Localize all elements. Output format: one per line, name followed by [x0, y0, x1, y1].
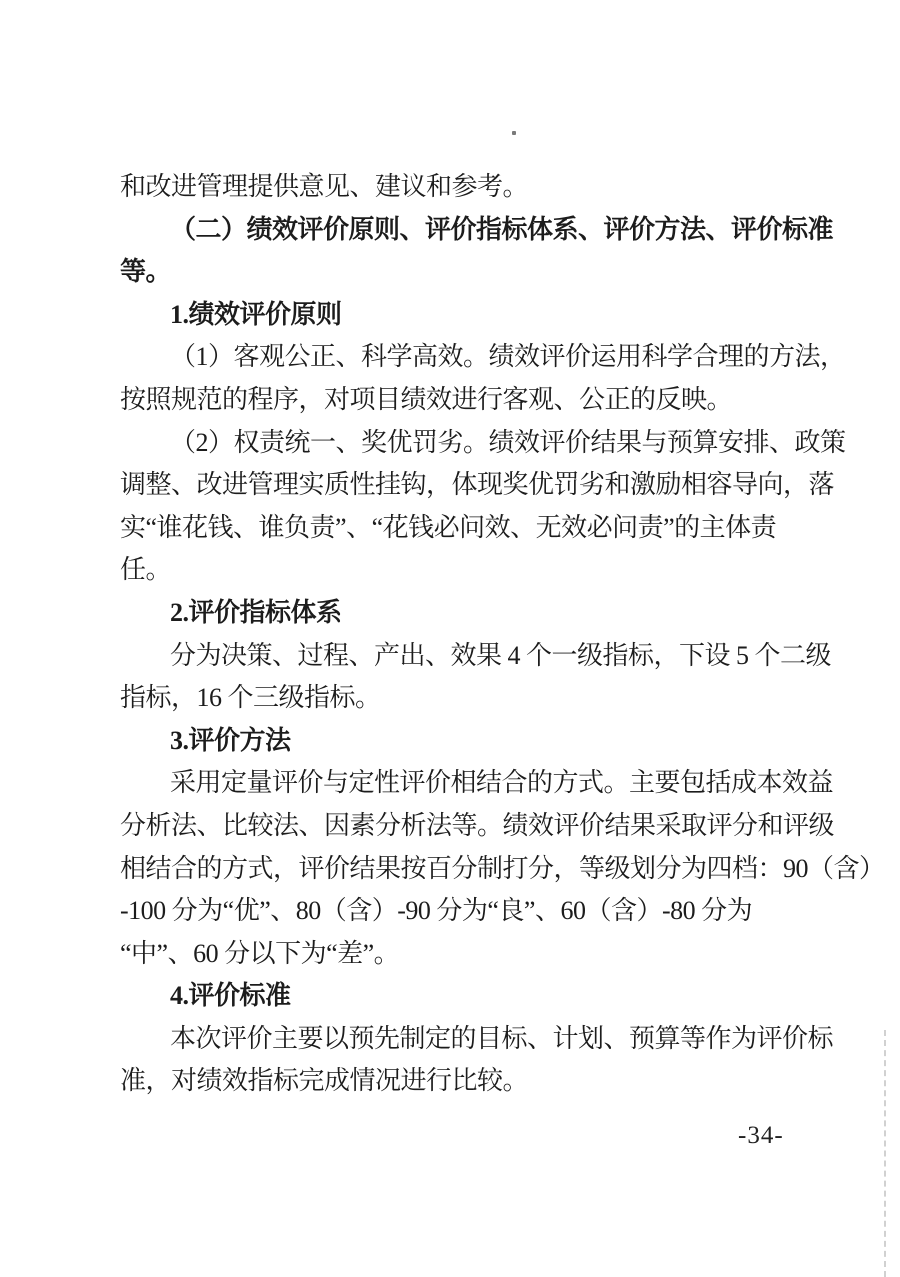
text-line: 1.绩效评价原则	[170, 299, 342, 329]
text-line: “中”、60 分以下为“差”。	[120, 938, 400, 968]
text-line: （二）绩效评价原则、评价指标体系、评价方法、评价标准	[170, 214, 834, 244]
text-line: 和改进管理提供意见、建议和参考。	[120, 172, 529, 201]
body-text	[120, 166, 885, 1103]
text-line: 本次评价主要以预先制定的目标、计划、预算等作为评价标	[170, 1023, 834, 1053]
text-line: （2）权责统一、奖优罚劣。绩效评价结果与预算安排、政策	[170, 427, 846, 457]
text-line: 按照规范的程序，对项目绩效进行客观、公正的反映。	[120, 384, 733, 414]
text-line: 准，对绩效指标完成情况进行比较。	[120, 1066, 529, 1096]
text-line: 相结合的方式，评价结果按百分制打分，等级划分为四档：90（含）	[120, 853, 885, 883]
page-number: -34-	[738, 1122, 784, 1149]
text-line: 采用定量评价与定性评价相结合的方式。主要包括成本效益	[170, 768, 834, 798]
scan-speck-artifact	[512, 131, 516, 135]
text-line: 任。	[120, 555, 172, 585]
text-line: 2.评价指标体系	[170, 597, 342, 627]
text-line: 分为决策、过程、产出、效果 4 个一级指标，下设 5 个二级	[170, 640, 832, 670]
text-line: 3.评价方法	[170, 725, 291, 755]
text-line: 4.评价标准	[170, 981, 291, 1011]
right-edge-dashed-line-artifact	[884, 1030, 886, 1277]
text-line: 指标，16 个三级指标。	[120, 683, 381, 713]
text-line: -100 分为“优”、80（含）-90 分为“良”、60（含）-80 分为	[120, 896, 753, 926]
text-line: （1）客观公正、科学高效。绩效评价运用科学合理的方法，	[170, 342, 846, 372]
text-line: 实“谁花钱、谁负责”、“花钱必问效、无效必问责”的主体责	[120, 512, 777, 542]
text-line: 调整、改进管理实质性挂钩，体现奖优罚劣和激励相容导向，落	[120, 470, 835, 500]
text-line: 等。	[120, 257, 172, 287]
text-line: 分析法、比较法、因素分析法等。绩效评价结果采取评分和评级	[120, 810, 835, 840]
